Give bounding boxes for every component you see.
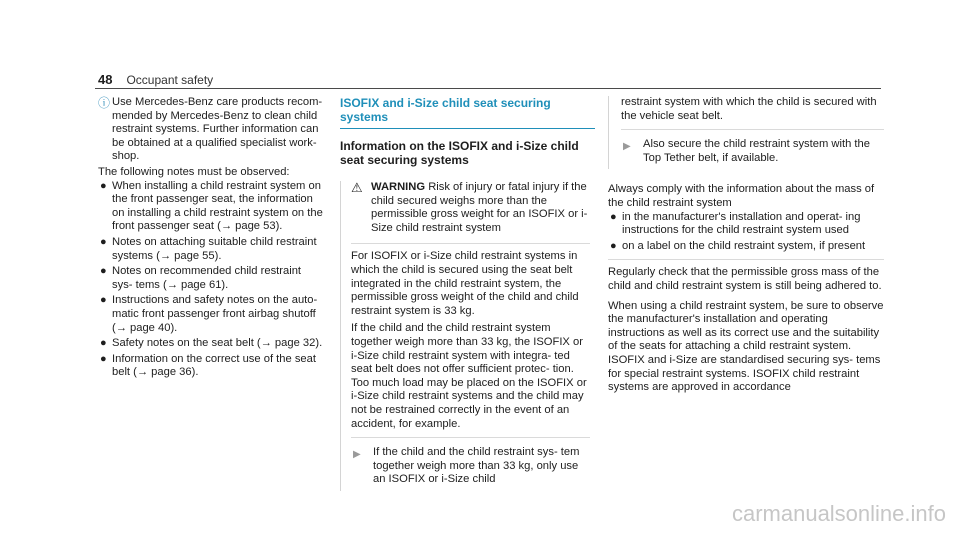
list-item: ● Notes on attaching suitable child restraint systems (→ page 55). — [100, 235, 317, 262]
list-item: ● Notes on recommended child restraint sys- tems (→ page 61). — [100, 265, 302, 291]
list-item: ● Instructions and safety notes on the auto- matic front passenger front airbag shutoff (→ page 40). — [100, 294, 318, 334]
list-item: ● Safety notes on the seat belt (→ page 32). — [100, 337, 323, 350]
warning-box — [340, 181, 590, 491]
continuation-text: restraint system with which the child is secured with the vehicle seat belt. — [621, 96, 877, 122]
warning-paragraph: For ISOFIX or i-Size child restraint systems in which the child is secured using the seat belt integrated in the child restraint system, the permissible gross weight of the child and child restraint system is 33 kg. — [351, 250, 579, 317]
bullet-icon: ● — [100, 352, 107, 365]
notes-intro: The following notes must be observed: — [98, 165, 290, 178]
list-item: ● on a label on the child restraint system, if present — [610, 239, 866, 252]
care-products-note — [98, 96, 324, 164]
list-item: ● When installing a child restraint system on the front passenger seat, the information on installing a child restraint system on the front passenger seat (→ page 53). — [100, 179, 323, 233]
warning-header — [351, 181, 590, 235]
paragraph: When using a child restraint system, be sure to observe the manufacturer's installation and operating instructions as well as its correct use and the suitability of the seats for attaching a child restraint system. — [608, 299, 884, 353]
page-number: 48 — [98, 72, 113, 87]
warning-continuation — [608, 96, 884, 169]
warning-label: WARNING — [371, 181, 426, 193]
watermark: carmanualsonline.info — [731, 501, 946, 526]
notes-list — [98, 180, 324, 380]
bullet-icon: ● — [610, 239, 617, 252]
comply-intro: Always comply with the information about the mass of the child restraint system — [608, 183, 875, 209]
header-divider — [95, 88, 881, 89]
column-middle — [340, 96, 590, 497]
warning-divider — [351, 243, 590, 244]
column-left — [98, 96, 324, 382]
step-divider — [621, 129, 884, 130]
bullet-icon: ● — [610, 210, 617, 223]
list-item: ● in the manufacturer's installation and operat- ing instructions for the child restraint system used — [610, 210, 861, 237]
note-text: Use Mercedes-Benz care products recom- mended by Mercedes-Benz to clean child restraint systems. Further information can be obtained at a qualified specialist work- shop. — [112, 96, 323, 163]
info-icon: ⓘ — [98, 96, 111, 110]
warning-triangle-icon: ⚠ — [351, 180, 363, 195]
paragraph: ISOFIX and i-Size are standardised securing sys- tems for special restraint systems. ISOFIX child restraint systems are approved in accordance — [608, 353, 881, 394]
warning-paragraph: If the child and the child restraint system together weigh more than 33 kg, the ISOFIX or i-Size child restraint system with integra- ted seat belt does not offer sufficient protec- tion. Too much load may be placed on the ISOFIX or i-Size child restraint systems and the child may not be restrained correctly in the event of an accident, for example. — [351, 322, 587, 430]
section-title: Occupant safety — [126, 73, 214, 87]
comply-list — [608, 211, 884, 254]
bullet-icon: ● — [100, 265, 107, 278]
bullet-icon: ● — [100, 179, 107, 192]
section-heading: ISOFIX and i-Size child seat securing systems — [340, 96, 551, 124]
column-right — [608, 96, 884, 401]
warning-body — [351, 250, 590, 487]
step-divider — [351, 437, 590, 438]
arrow-right-icon: ▶ — [623, 141, 631, 153]
warning-text: Risk of injury or fatal injury if the child secured weighs more than the permissible gross weight for an ISOFIX or i-Size child restraint system — [371, 181, 588, 234]
step-text: Also secure the child restraint system with the Top Tether belt, if available. — [643, 138, 870, 164]
bullet-icon: ● — [100, 294, 107, 307]
heading-underline — [340, 128, 595, 129]
arrow-right-icon: ▶ — [353, 449, 361, 461]
paragraph: Regularly check that the permissible gross mass of the child and child restraint system is still being adhered to. — [608, 266, 882, 292]
action-step — [621, 138, 884, 165]
action-step — [351, 446, 590, 487]
bullet-icon: ● — [100, 337, 107, 350]
step-text: If the child and the child restraint sys- tem together weigh more than 33 kg, only use an ISOFIX or i-Size child — [373, 446, 580, 486]
bullet-icon: ● — [100, 235, 107, 248]
paragraph-divider — [608, 259, 884, 260]
subheading: Information on the ISOFIX and i-Size child seat securing systems — [340, 139, 579, 167]
page-header — [98, 72, 213, 87]
list-item: ● Information on the correct use of the seat belt (→ page 36). — [100, 352, 316, 379]
